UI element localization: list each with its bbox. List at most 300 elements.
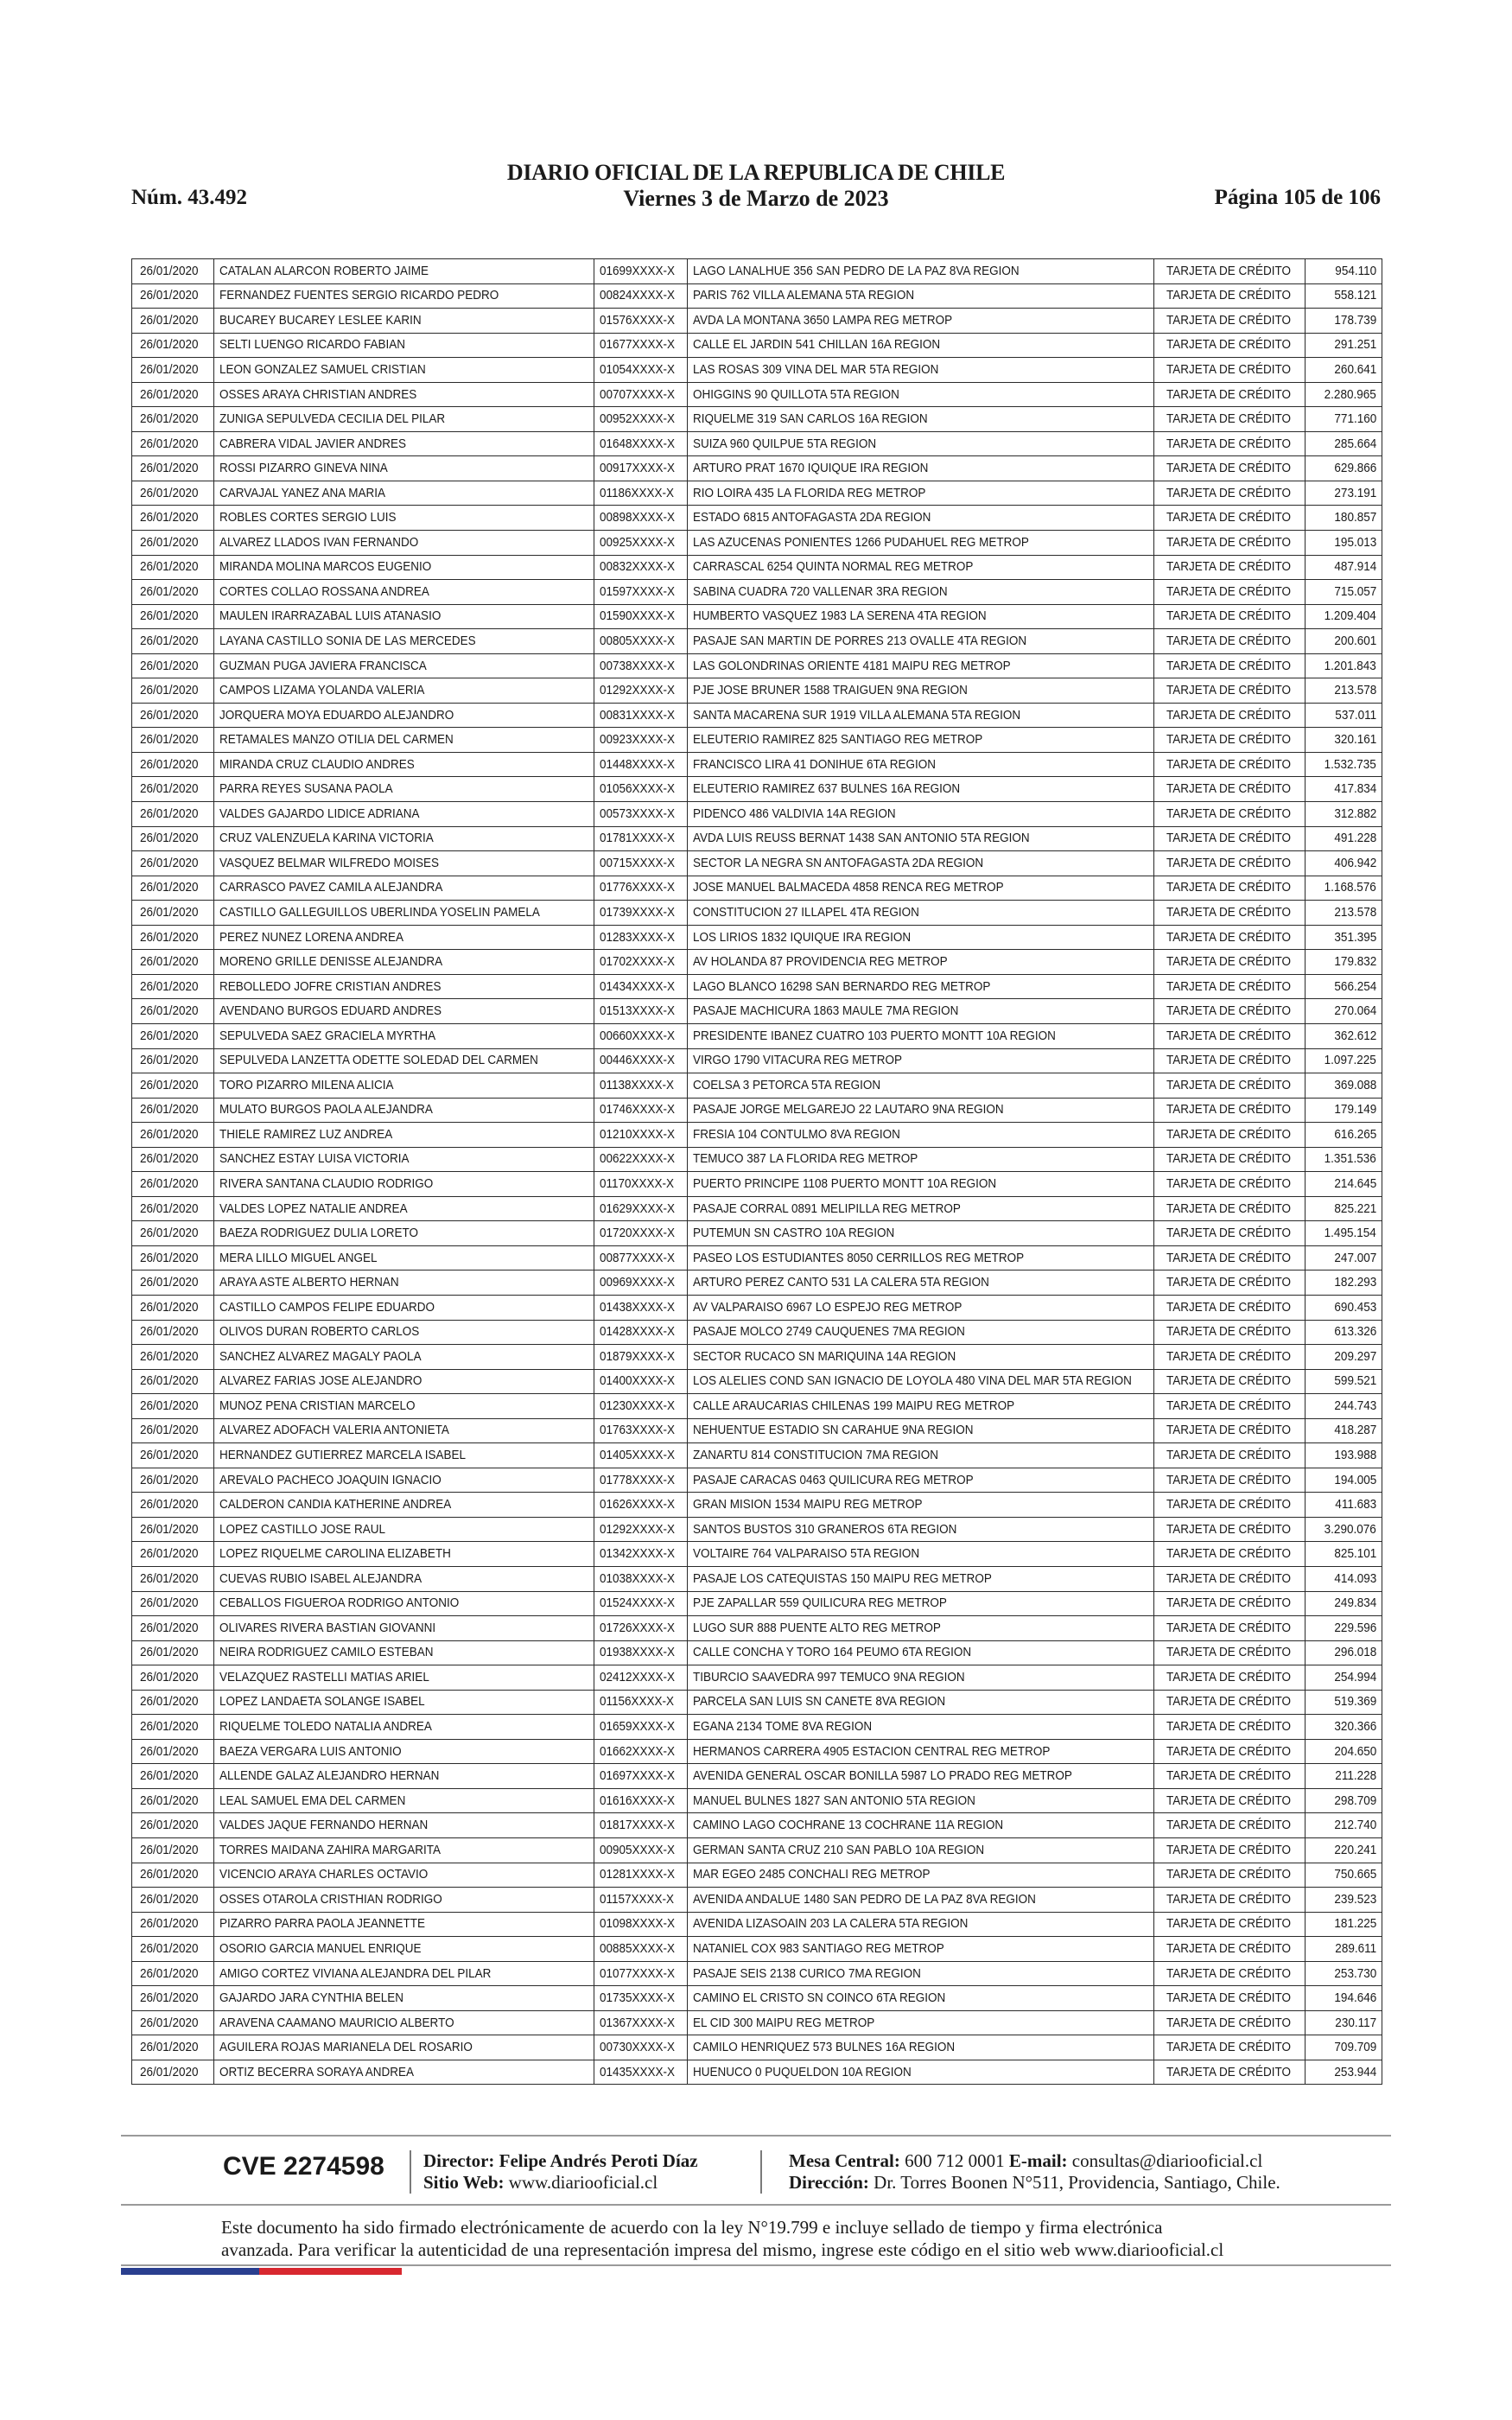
address-cell [688, 1813, 1154, 1838]
name-cell [214, 481, 594, 506]
name-cell [214, 1394, 594, 1419]
amount-cell [1306, 555, 1382, 580]
cell-text: 01590XXXX-X [600, 608, 676, 624]
cell-text: 01763XXXX-X [600, 1423, 676, 1438]
rut-cell [594, 1221, 688, 1246]
payment-type-cell [1154, 851, 1306, 876]
cell-text: 26/01/2020 [140, 1842, 200, 1857]
cell-text: 00923XXXX-X [600, 732, 676, 748]
amount-cell [1306, 1517, 1382, 1542]
rut-cell [594, 629, 688, 654]
cell-text: 825.101 [1334, 1546, 1376, 1562]
rut-cell [594, 1517, 688, 1542]
name-cell [214, 1369, 594, 1394]
cell-text: 26/01/2020 [140, 1793, 200, 1808]
cell-text: 00952XXXX-X [600, 411, 676, 427]
cell-text: 01513XXXX-X [600, 1003, 676, 1019]
address-cell [688, 1888, 1154, 1913]
cell-text: TARJETA DE CRÉDITO [1166, 411, 1292, 427]
address-cell [688, 1369, 1154, 1394]
table-row [132, 1640, 1382, 1665]
cell-text: 320.161 [1334, 732, 1376, 748]
cell-text: TARJETA DE CRÉDITO [1166, 1793, 1292, 1808]
footer-top-rule [121, 2135, 1391, 2137]
website-link[interactable]: www.diariooficial.cl [508, 2172, 658, 2193]
payment-type-cell [1154, 1739, 1306, 1764]
date-cell [132, 728, 214, 753]
issue-number: Núm. 43.492 [131, 186, 248, 209]
table-row [132, 309, 1382, 334]
cell-text: 00905XXXX-X [600, 1842, 676, 1857]
cell-text: 00925XXXX-X [600, 534, 676, 550]
date-cell [132, 901, 214, 926]
payment-type-cell [1154, 1468, 1306, 1493]
address-cell [688, 1640, 1154, 1665]
cell-text: 26/01/2020 [140, 1743, 200, 1759]
cell-text: TARJETA DE CRÉDITO [1166, 1053, 1292, 1068]
payment-type-cell [1154, 653, 1306, 678]
cell-text: 298.709 [1334, 1793, 1376, 1808]
cell-text: 26/01/2020 [140, 756, 200, 772]
rut-cell [594, 1715, 688, 1740]
address-cell [688, 407, 1154, 432]
cell-text: 26/01/2020 [140, 1645, 200, 1660]
cell-text: ALLENDE GALAZ ALEJANDRO HERNAN [219, 1768, 440, 1784]
cell-text: 193.988 [1334, 1448, 1376, 1463]
cell-text: TARJETA DE CRÉDITO [1166, 929, 1292, 945]
payment-type-cell [1154, 1640, 1306, 1665]
date-cell [132, 1715, 214, 1740]
cell-text: 01699XXXX-X [600, 263, 676, 278]
address-cell [688, 1048, 1154, 1073]
table-row [132, 1221, 1382, 1246]
rut-cell [594, 333, 688, 358]
cell-text: 599.521 [1334, 1373, 1376, 1389]
address-cell [688, 1764, 1154, 1789]
cell-text: 254.994 [1334, 1669, 1376, 1684]
cell-text: 487.914 [1334, 559, 1376, 575]
rut-cell [594, 456, 688, 481]
date-cell [132, 283, 214, 309]
address-cell [688, 283, 1154, 309]
date-cell [132, 259, 214, 284]
cell-text: 180.857 [1334, 510, 1376, 525]
date-cell [132, 950, 214, 975]
amount-cell [1306, 1369, 1382, 1394]
date-cell [132, 1813, 214, 1838]
amount-cell [1306, 901, 1382, 926]
rut-cell [594, 1443, 688, 1468]
cell-text: CALLE ARAUCARIAS CHILENAS 199 MAIPU REG METROP [693, 1398, 1015, 1413]
address-cell [688, 2010, 1154, 2035]
name-cell [214, 456, 594, 481]
date-cell [132, 1345, 214, 1370]
table-row [132, 925, 1382, 950]
rut-cell [594, 1295, 688, 1320]
amount-cell [1306, 1320, 1382, 1345]
cell-text: SECTOR RUCACO SN MARIQUINA 14A REGION [693, 1348, 956, 1364]
table-row [132, 358, 1382, 383]
cell-text: 613.326 [1334, 1324, 1376, 1340]
name-cell [214, 974, 594, 999]
cell-text: 411.683 [1335, 1497, 1376, 1512]
cell-text: 26/01/2020 [140, 1669, 200, 1684]
cell-text: 26/01/2020 [140, 1003, 200, 1019]
cell-text: AVDA LUIS REUSS BERNAT 1438 SAN ANTONIO 5TA REGION [693, 831, 1030, 846]
cell-text: 26/01/2020 [140, 633, 200, 648]
payment-type-cell [1154, 1690, 1306, 1715]
cell-text: PASAJE MACHICURA 1863 MAULE 7MA REGION [693, 1003, 959, 1019]
address-cell [688, 1172, 1154, 1197]
cell-text: 01186XXXX-X [600, 485, 675, 500]
cell-text: PIDENCO 486 VALDIVIA 14A REGION [693, 806, 896, 821]
cell-text: TARJETA DE CRÉDITO [1166, 954, 1292, 970]
amount-cell [1306, 2060, 1382, 2085]
cell-text: ALVAREZ FARIAS JOSE ALEJANDRO [219, 1373, 422, 1389]
cell-text: 26/01/2020 [140, 436, 200, 451]
address-cell [688, 1739, 1154, 1764]
amount-cell [1306, 1098, 1382, 1123]
payment-type-cell [1154, 876, 1306, 901]
cell-text: TARJETA DE CRÉDITO [1166, 1497, 1292, 1512]
cell-text: 01438XXXX-X [600, 1299, 676, 1315]
date-cell [132, 1690, 214, 1715]
cell-text: ORTIZ BECERRA SORAYA ANDREA [219, 2064, 415, 2079]
cell-text: 26/01/2020 [140, 411, 200, 427]
date-cell [132, 999, 214, 1024]
cell-text: 26/01/2020 [140, 855, 200, 870]
date-cell [132, 1888, 214, 1913]
cell-text: PJE JOSE BRUNER 1588 TRAIGUEN 9NA REGION [693, 683, 968, 698]
cell-text: VALDES GAJARDO LIDICE ADRIANA [219, 806, 420, 821]
amount-cell [1306, 1270, 1382, 1296]
disclaimer-line: Este documento ha sido firmado electrónicamente de acuerdo con la ley N°19.799 e incluye sellado de tiempo y firma electrónica [221, 2217, 1163, 2238]
cell-text: CAMPOS LIZAMA YOLANDA VALERIA [219, 683, 425, 698]
cell-text: 26/01/2020 [140, 386, 200, 402]
address-cell [688, 1937, 1154, 1962]
address-cell [688, 382, 1154, 407]
name-cell [214, 309, 594, 334]
cell-text: VALDES LOPEZ NATALIE ANDREA [219, 1200, 408, 1216]
table-row [132, 1023, 1382, 1048]
amount-cell [1306, 431, 1382, 456]
cell-text: 1.097.225 [1324, 1053, 1376, 1068]
amount-cell [1306, 1048, 1382, 1073]
payment-type-cell [1154, 1986, 1306, 2011]
name-cell [214, 1616, 594, 1641]
amount-cell [1306, 1123, 1382, 1148]
table-row [132, 1863, 1382, 1888]
date-cell [132, 1295, 214, 1320]
payment-type-cell [1154, 2060, 1306, 2085]
footer-separator [410, 2150, 411, 2194]
cell-text: EGANA 2134 TOME 8VA REGION [693, 1719, 873, 1735]
payment-type-cell [1154, 1937, 1306, 1962]
name-cell [214, 1764, 594, 1789]
name-cell [214, 1270, 594, 1296]
address-cell [688, 309, 1154, 334]
cell-text: TARJETA DE CRÉDITO [1166, 1546, 1292, 1562]
cell-text: 01367XXXX-X [600, 2015, 676, 2030]
payment-type-cell [1154, 1813, 1306, 1838]
cell-text: TARJETA DE CRÉDITO [1166, 1891, 1292, 1907]
cell-text: TARJETA DE CRÉDITO [1166, 880, 1292, 895]
cell-text: TARJETA DE CRÉDITO [1166, 1867, 1292, 1882]
date-cell [132, 2035, 214, 2060]
address-cell [688, 752, 1154, 777]
cell-text: 26/01/2020 [140, 2040, 200, 2055]
table-row [132, 1418, 1382, 1443]
cell-text: 26/01/2020 [140, 1818, 200, 1833]
payment-type-cell [1154, 1418, 1306, 1443]
amount-cell [1306, 1147, 1382, 1172]
cell-text: TARJETA DE CRÉDITO [1166, 1719, 1292, 1735]
payment-type-cell [1154, 629, 1306, 654]
payment-type-cell [1154, 1221, 1306, 1246]
cell-text: VIRGO 1790 VITACURA REG METROP [693, 1053, 903, 1068]
cell-text: ELEUTERIO RAMIREZ 825 SANTIAGO REG METROP [693, 732, 983, 748]
amount-cell [1306, 1788, 1382, 1813]
cell-text: 26/01/2020 [140, 1200, 200, 1216]
address-cell [688, 1566, 1154, 1591]
cell-text: TARJETA DE CRÉDITO [1166, 436, 1292, 451]
cell-text: 01524XXXX-X [600, 1595, 676, 1611]
name-cell [214, 1937, 594, 1962]
table-row [132, 283, 1382, 309]
payment-type-cell [1154, 925, 1306, 950]
cell-text: TARJETA DE CRÉDITO [1166, 1176, 1292, 1191]
cell-text: 214.645 [1334, 1176, 1376, 1191]
cell-text: 247.007 [1334, 1250, 1376, 1265]
cell-text: TARJETA DE CRÉDITO [1166, 855, 1292, 870]
cell-text: 26/01/2020 [140, 707, 200, 723]
name-cell [214, 777, 594, 802]
cell-text: 229.596 [1334, 1620, 1376, 1635]
cell-text: LEON GONZALEZ SAMUEL CRISTIAN [219, 361, 426, 377]
cell-text: TARJETA DE CRÉDITO [1166, 485, 1292, 500]
email-link[interactable]: consultas@diariooficial.cl [1071, 2150, 1263, 2171]
mesa-label: Mesa Central: [789, 2150, 900, 2171]
name-cell [214, 901, 594, 926]
cell-text: 01138XXXX-X [600, 1077, 675, 1092]
cell-text: 26/01/2020 [140, 1867, 200, 1882]
cell-text: 690.453 [1334, 1299, 1376, 1315]
date-cell [132, 1320, 214, 1345]
date-cell [132, 1468, 214, 1493]
date-cell [132, 1739, 214, 1764]
cve-code: CVE 2274598 [223, 2152, 384, 2181]
amount-cell [1306, 1245, 1382, 1270]
table-row [132, 1813, 1382, 1838]
date-cell [132, 1788, 214, 1813]
address-cell [688, 678, 1154, 704]
cell-text: 1.495.154 [1324, 1226, 1376, 1241]
table-row [132, 1369, 1382, 1394]
name-cell [214, 826, 594, 851]
name-cell [214, 1640, 594, 1665]
name-cell [214, 876, 594, 901]
address-cell [688, 851, 1154, 876]
name-cell [214, 1912, 594, 1937]
payment-type-cell [1154, 1196, 1306, 1221]
address-cell [688, 802, 1154, 827]
cell-text: 26/01/2020 [140, 781, 200, 797]
cell-text: 26/01/2020 [140, 1546, 200, 1562]
rut-cell [594, 876, 688, 901]
payment-type-cell [1154, 1295, 1306, 1320]
name-cell [214, 752, 594, 777]
cell-text: CAMINO EL CRISTO SN COINCO 6TA REGION [693, 1990, 946, 2006]
amount-cell [1306, 826, 1382, 851]
date-cell [132, 1073, 214, 1099]
cell-text: 02412XXXX-X [600, 1669, 676, 1684]
cell-text: 179.149 [1334, 1102, 1376, 1118]
cell-text: RETAMALES MANZO OTILIA DEL CARMEN [219, 732, 454, 748]
cell-text: 01157XXXX-X [600, 1891, 675, 1907]
cell-text: LAGO BLANCO 16298 SAN BERNARDO REG METROP [693, 978, 991, 994]
cell-text: LAGO LANALHUE 356 SAN PEDRO DE LA PAZ 8VA REGION [693, 263, 1020, 278]
amount-cell [1306, 1468, 1382, 1493]
table-row [132, 580, 1382, 605]
table-row [132, 555, 1382, 580]
cell-text: 709.709 [1334, 2040, 1376, 2055]
contact-block [789, 2150, 1280, 2194]
amount-cell [1306, 358, 1382, 383]
cell-text: 211.228 [1335, 1768, 1376, 1784]
payment-type-cell [1154, 728, 1306, 753]
cell-text: TARJETA DE CRÉDITO [1166, 1842, 1292, 1857]
rut-cell [594, 703, 688, 728]
cell-text: PASAJE JORGE MELGAREJO 22 LAUTARO 9NA REGION [693, 1102, 1004, 1118]
cell-text: 2.280.965 [1324, 386, 1376, 402]
cell-text: 26/01/2020 [140, 1126, 200, 1142]
address-cell [688, 456, 1154, 481]
cell-text: TARJETA DE CRÉDITO [1166, 683, 1292, 698]
cell-text: GUZMAN PUGA JAVIERA FRANCISCA [219, 658, 427, 673]
rut-cell [594, 974, 688, 999]
name-cell [214, 1345, 594, 1370]
date-cell [132, 531, 214, 556]
name-cell [214, 999, 594, 1024]
cell-text: LAYANA CASTILLO SONIA DE LAS MERCEDES [219, 633, 476, 648]
cell-text: 182.293 [1334, 1275, 1376, 1290]
amount-cell [1306, 1690, 1382, 1715]
date-cell [132, 1566, 214, 1591]
payment-type-cell [1154, 1345, 1306, 1370]
date-cell [132, 1493, 214, 1518]
amount-cell [1306, 777, 1382, 802]
address-cell [688, 1221, 1154, 1246]
director-block [423, 2150, 698, 2194]
address-value: Dr. Torres Boonen N°511, Providencia, Santiago, Chile. [874, 2172, 1280, 2193]
cell-text: 01726XXXX-X [600, 1620, 676, 1635]
cell-text: CRUZ VALENZUELA KARINA VICTORIA [219, 831, 434, 846]
amount-cell [1306, 653, 1382, 678]
amount-cell [1306, 1023, 1382, 1048]
cell-text: 26/01/2020 [140, 831, 200, 846]
page-number: Página 105 de 106 [1214, 186, 1381, 209]
amount-cell [1306, 1665, 1382, 1691]
cell-text: 01405XXXX-X [600, 1448, 676, 1463]
cell-text: TARJETA DE CRÉDITO [1166, 732, 1292, 748]
payment-type-cell [1154, 1147, 1306, 1172]
cell-text: 01662XXXX-X [600, 1743, 676, 1759]
cell-text: RIO LOIRA 435 LA FLORIDA REG METROP [693, 485, 926, 500]
cell-text: 26/01/2020 [140, 1028, 200, 1043]
table-row [132, 728, 1382, 753]
cell-text: TARJETA DE CRÉDITO [1166, 1990, 1292, 2006]
cell-text: MORENO GRILLE DENISSE ALEJANDRA [219, 954, 443, 970]
rut-cell [594, 407, 688, 432]
cell-text: 253.730 [1334, 1965, 1376, 1981]
rut-cell [594, 851, 688, 876]
name-cell [214, 531, 594, 556]
name-cell [214, 358, 594, 383]
address-cell [688, 1270, 1154, 1296]
flag-blue-band [121, 2268, 259, 2275]
cell-text: GRAN MISION 1534 MAIPU REG METROP [693, 1497, 923, 1512]
date-cell [132, 1838, 214, 1863]
amount-cell [1306, 1813, 1382, 1838]
table-row [132, 2035, 1382, 2060]
cell-text: TARJETA DE CRÉDITO [1166, 1423, 1292, 1438]
address-cell [688, 531, 1154, 556]
table-row [132, 1345, 1382, 1370]
payment-type-cell [1154, 1394, 1306, 1419]
name-cell [214, 851, 594, 876]
amount-cell [1306, 678, 1382, 704]
amount-cell [1306, 752, 1382, 777]
cell-text: ARTURO PEREZ CANTO 531 LA CALERA 5TA REGION [693, 1275, 989, 1290]
flag-stripe [121, 2268, 402, 2275]
rut-cell [594, 1394, 688, 1419]
cell-text: OSORIO GARCIA MANUEL ENRIQUE [219, 1940, 422, 1956]
name-cell [214, 1320, 594, 1345]
cell-text: AVENIDA GENERAL OSCAR BONILLA 5987 LO PRADO REG METROP [693, 1768, 1072, 1784]
amount-cell [1306, 309, 1382, 334]
address-cell [688, 728, 1154, 753]
cell-text: PARRA REYES SUSANA PAOLA [219, 781, 393, 797]
date-cell [132, 1048, 214, 1073]
cell-text: 01702XXXX-X [600, 954, 676, 970]
table-row [132, 851, 1382, 876]
payment-type-cell [1154, 1888, 1306, 1913]
cell-text: TARJETA DE CRÉDITO [1166, 1200, 1292, 1216]
table-row [132, 1961, 1382, 1986]
amount-cell [1306, 851, 1382, 876]
address-cell [688, 950, 1154, 975]
cell-text: 26/01/2020 [140, 1694, 200, 1710]
address-cell [688, 999, 1154, 1024]
cell-text: TARJETA DE CRÉDITO [1166, 806, 1292, 821]
rut-cell [594, 1764, 688, 1789]
cell-text: ALVAREZ ADOFACH VALERIA ANTONIETA [219, 1423, 449, 1438]
cell-text: 01077XXXX-X [600, 1965, 676, 1981]
cell-text: 558.121 [1334, 288, 1376, 303]
name-cell [214, 1123, 594, 1148]
amount-cell [1306, 382, 1382, 407]
cell-text: SANCHEZ ESTAY LUISA VICTORIA [219, 1151, 410, 1167]
cell-text: 01720XXXX-X [600, 1226, 676, 1241]
amount-cell [1306, 1493, 1382, 1518]
cell-text: 01098XXXX-X [600, 1916, 676, 1932]
address-cell [688, 1616, 1154, 1641]
cell-text: SECTOR LA NEGRA SN ANTOFAGASTA 2DA REGION [693, 855, 984, 870]
cell-text: TARJETA DE CRÉDITO [1166, 559, 1292, 575]
table-row [132, 431, 1382, 456]
cell-text: VELAZQUEZ RASTELLI MATIAS ARIEL [219, 1669, 429, 1684]
cell-text: 26/01/2020 [140, 1176, 200, 1191]
